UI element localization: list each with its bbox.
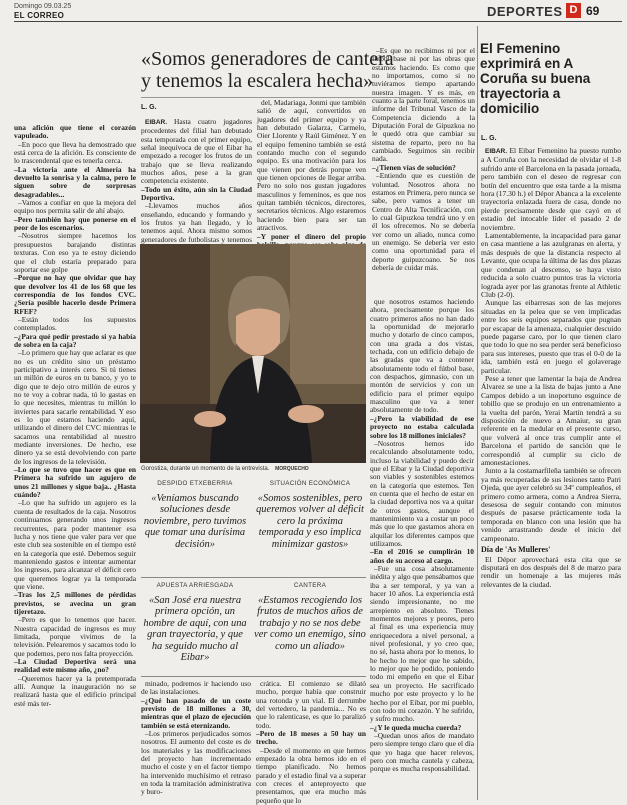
lead-text: Hasta cuatro jugadores procedentes del filial han debutado esta temporada con el primer equipo, señal inequívoca de que el Eibar ha empezado a recoger los frutos de un trabajo que se lleva realizando muchos años, pese a la gran competencia existente. bbox=[141, 117, 252, 186]
quote-box-text: «Estamos recogiendo los frutos de muchos años de trabajo y no se nos debe ver como un enemigo, sino como un aliado» bbox=[254, 595, 366, 652]
quote-box-label: DESPIDO ETXEBERRIA bbox=[157, 480, 233, 487]
answer-paragraph: del, Madariaga, Jonmi que también salió de aquí, convertidos en jugadores del primer equipo y ya han debutado Galarza, Carmelo, Oier Llorente y Raúl Giménez. Y en el equipo femenino también se está contando mucho con el segundo equipo. Es una motivación para los que vienen por detrás porque ven que tienen opciones de llegar arriba. Pero no solo nos gustan jugadores masculinos y femeninos, es que nos quitan también técnicos, directores, secretarios técnicos. Algo estaremos haciendo bien para ser tan atractivos. bbox=[257, 98, 366, 233]
answer-paragraph: –Lo primero que hay que aclarar es que no es un crédito sino un préstamo participativo a interés cero. Si tú tienes un millón de euros en tu banco, y yo te digo que te dejo otro millón de euros y no te voy a cobrar nada, tú lo gastas en lo que necesites, mientras tu millón lo inviertes para sacarle rentabilidad. Y eso es lo que estamos haciendo aquí, utilizando el dinero del CVC mientras le sacamos una rentabilidad al nuestro mediante inversiones. De hecho, ese dinero ya se está devolviendo con parte de los ingresos de la televisión. bbox=[14, 348, 136, 466]
answer-paragraph: –En poco que lleva ha demostrado que está cerca de la afición. Es consciente de lo trascendental que es tenerla cerca. bbox=[14, 139, 136, 166]
dateline-city: EIBAR. bbox=[145, 119, 174, 126]
photo-credit: MORQUECHO bbox=[275, 466, 309, 472]
quote-box-text: «Somos sostenibles, pero queremos volver al déficit cero la próxima temporada y eso implica minimizar gastos» bbox=[256, 493, 364, 550]
answer-paragraph: –Están todos los supuestos contemplados. bbox=[14, 314, 136, 333]
question-paragraph: –Todo un éxito, aún sin la Ciudad Deportiva. bbox=[141, 184, 252, 203]
answer-paragraph: –Queremos hacer ya la pretemporada allí. Aunque la inauguración no se realizará hasta que el edificio principal esté más ter- bbox=[14, 673, 136, 708]
page-number: 69 bbox=[586, 4, 600, 18]
quote-box-1 bbox=[141, 480, 249, 550]
answer-paragraph: –Es que no recibimos ni por el fútbol base ni por las obras que estamos haciendo. Es como que no importamos, como si no tuviéramos tiempo apartando nuestra imagen. Y es más, en cuanto a la parte foral, tenemos un informe del Tribunal Vasco de la Competencia diciendo a la Diputación Foral de Gipuzkoa no le quedó otra que cambiar su sistema de reparto, pero no ha cambiado. Seguimos sin recibir nada. bbox=[372, 46, 475, 164]
sidebar-byline: L. G. bbox=[481, 135, 497, 142]
answer-paragraph: que nosotros estamos haciendo ahora, precisamente porque los cuatro primeros años no han dado la oportunidad de mejorarlo mucho y dotarlo de cinco campos, con una grada a dos vistas, techada, con un edificio debajo de las gradas que va a contener absolutamente todo el fútbol base, con despachos, gimnasio, con un montón de servicios y con un edificio para el primer equipo masculino que va a tener absolutamente de todo. bbox=[370, 297, 474, 415]
quote-box-text: «San José era nuestra primera opción, un hombre de aquí, con una gran trayectoria, y que ha seguido mucho al Eibar» bbox=[143, 595, 247, 664]
quote-box-label: APUESTA ARRIESGADA bbox=[156, 582, 234, 589]
article-column-4 bbox=[372, 47, 475, 272]
answer-paragraph: –Llevamos muchos años enseñando, educando y formando y los frutos ya han llegado, y lo tenemos aquí. Ahora mismo somos generadores de futbolistas y tenemos bbox=[141, 201, 252, 244]
interview-photo bbox=[140, 244, 366, 463]
answer-paragraph: –Vamos a confiar en que la mejora del equipo nos permita salir de ahí abajo. bbox=[14, 198, 136, 216]
question-paragraph: –¿Qué han pasado de un coste previsto de 18 millones a 30, mientras que el plazo de ejecución también se está eternizando. bbox=[141, 695, 251, 730]
sidebar-paragraph: Junto a la costamarfileña también se ofrecen ya más recuperadas de sus lesiones tanto Patri Ojeda, que ayer celebró su 34º cumpleaños, el primero como armera, como a Andrea Sierra, desesosa de seguir contando con minutos después de pasarse prácticamente toda la temporada en blanco con una lesión que ha venido arrastrando desde el inicio del campeonato. bbox=[481, 466, 621, 543]
answer-paragraph: –Pero es que lo tenemos que hacer. Nuestra capacidad de ingresos es muy limitada, porque vivimos de la televisión. Pelearemos y sacamos todo lo que podemos, pero nos falta proyección. bbox=[14, 615, 136, 658]
quote-box-text: «Veníamos buscando soluciones desde noviembre, pero tuvimos que tomar una durísima decisión» bbox=[143, 493, 247, 550]
sidebar-dateline-city: EIBAR. bbox=[485, 148, 510, 155]
question-paragraph: –¿Y le queda mucha cuerda? bbox=[370, 722, 462, 732]
answer-paragraph: –Lo que ha sufrido un agujero es la cuenta de resultados de la caja. Nosotros continuamos generando unos ingresos recurrentes, para poder mantener esa lucha y nos tiene que valer para ver que este club sea sostenible en el tiempo esté en la categoría que esté. Debemos seguir manteniendo gastos e intentar aumentar los ingresos, para alcanzar el déficit cero que queremos lograr ya la temporada que viene. bbox=[14, 498, 136, 591]
section-badge: D bbox=[566, 3, 581, 18]
article-column-1 bbox=[14, 124, 136, 800]
header-rule bbox=[14, 21, 622, 22]
sidebar-paragraph: Aunque las eibarresas son de las mejores situadas en la pelea que se ven implicadas entre los seis equipos separados que pugnan por escapar de la amenaza, cualquier descuido puede pagarse caro, por lo que tienen claro que todo lo que no sea perder será beneficioso para sus intereses, puesto que tras el 0-0 de la ida, también está en juego el golaverage particular. bbox=[481, 298, 621, 375]
question-paragraph: –Porque no hay que olvidar que hay que devolver los 41 de los 68 que les correspondía de los fondos CVC. ¿Sería posible hacerlo desde Primera RFEF? bbox=[14, 273, 136, 316]
headline-line-1: «Somos generadores de cantera bbox=[141, 48, 394, 70]
article-column-3-bottom bbox=[256, 679, 366, 805]
quote-box-4 bbox=[254, 582, 366, 652]
question-paragraph: –La Ciudad Deportiva será una realidad este mismo año, ¿no? bbox=[14, 657, 136, 675]
box-divider bbox=[141, 577, 366, 578]
quote-box-label: CANTERA bbox=[293, 582, 327, 589]
question-paragraph: –Tras los 2,5 millones de pérdidas previstos, se avecina un gran tijeretazo. bbox=[14, 590, 136, 616]
quote-box-label: SITUACIÓN ECONÓMICA bbox=[269, 480, 351, 487]
answer-paragraph: –Quedan unos años de mandato pero siempre tengo claro que el día que yo haga que hacer relevos, pero con mucha cautela y cabeza, porque es mucha responsabilidad. bbox=[370, 730, 474, 774]
answer-paragraph: –Los primeros perjudicados somos nosotros. El aumento del coste es de los materiales y las modificaciones del proyecto han incrementado mucho el coste y en el factor tiempo ha intervenido muchísimo el retraso en toda la tramitación administrativa y buro- bbox=[141, 729, 251, 797]
answer-paragraph: –Desde el momento en que hemos empezado la obra hemos ido en el tiempo planificado. No hemos parado y el estadio final va a superar con creces el anteproyecto que presentamos, que era mucho más pequeño que lo bbox=[256, 745, 366, 805]
question-paragraph: –¿Tienen vías de solución? bbox=[372, 162, 456, 172]
question-paragraph: –La victoria ante el Almería ha devuelto la sonrisa y la calma, pero le siguen sobre de sorpresas desagradables... bbox=[14, 164, 136, 199]
sidebar-subhead: Día de 'As Mulleres' bbox=[481, 545, 551, 555]
answer-paragraph: minado, podremos ir haciendo uso de las instalaciones. bbox=[141, 679, 251, 697]
quote-box-2 bbox=[254, 480, 366, 550]
answer-paragraph bbox=[141, 118, 252, 186]
question-paragraph: –En el 2016 se cumplirán 10 años de su acceso al cargo. bbox=[370, 547, 474, 565]
photo-caption-block bbox=[141, 466, 365, 472]
article-column-2-bottom bbox=[141, 680, 251, 798]
sidebar-lead-text: El Eibar Femenino ha puesto rumbo a A Coruña con la necesidad de olvidar el 1-8 sufrido ante el Barcelona en la pasada jornada, pero también con el deseo de regresar con botín del encuentro que esta tarde a la misma hora (17.30 h.) el Dépor Abanca a la excelente trayectoria enlazada fuera de casa, donde no pierde precisamente desde que cayó en el estadio del intocable líder el pasado 2 de noviembre. bbox=[481, 146, 621, 232]
section-title: DEPORTES bbox=[487, 4, 563, 19]
article-column-2 bbox=[141, 118, 252, 242]
article-column-5 bbox=[370, 298, 474, 798]
answer-paragraph: –Nosotros siempre hacemos los presupuestos barajando distintas texturas. Con eso ya te estoy diciendo que el club estaría preparado para soportar ese golpe bbox=[14, 231, 136, 274]
article-byline: L. G. bbox=[141, 104, 157, 111]
sidebar-column bbox=[481, 147, 621, 799]
answer-paragraph: –Fue una cosa absolutamente inédita y algo que pensábamos que iba a ser temporal, y ya van a hacer 10 años. La experiencia está siendo impresionante, no me arrepiento en absoluto. Tienes momentos mejores y peores, pero al final es una experiencia muy enriquecedora a nivel personal, a nivel profesional, y yo creo que, no sé, hasta ahora por lo menos, lo he hecho lo mejor que he sabido, lo mejor que he podido, poniendo todo mi empeño en que el Eibar sea un proyecto. He sacrificado mucho por este proyecto y lo he hecho por el Eibar, por mi pueblo, con todo mi corazón. Y he sufrido, y sufro mucho. bbox=[370, 564, 474, 724]
sidebar-paragraph bbox=[481, 147, 621, 232]
photo-illustration bbox=[140, 244, 366, 463]
question-paragraph: –¿Para qué pedir prestado si ya había de sobra en la caja? bbox=[14, 331, 136, 349]
headline-line-2: y tenemos la escalera hecha» bbox=[141, 70, 374, 92]
answer-paragraph: –Entiendo que es cuestión de voluntad. Nosotros ahora no estamos en Primera, pero nunca se sabe, pero vamos a tener un Centro de Alta Tecnificación, con lo cual Gipuzkoa tendrá uno y en él los ofrecemos. No se debería ver como un aliado, nunca como un enemigo. Se debería ver esto como una oportunidad para el deporte guipuzcoano. Se nos debería de cuidar más. bbox=[372, 171, 475, 272]
answer-paragraph: –Nosotros hemos ido recalculando absolutamente todo, incluso la viabilidad y puedo decir que el Eibar y la Ciudad deportiva son viables y sostenibles estemos en la categoría que estemos. Ten en cuenta que el hecho de estar en la ciudad deportiva nos va a quitar de otros gastos, aunque el mantenimiento va a costar un poco más que lo que gastamos ahora en alquilar los diferentes campos que utilizamos. bbox=[370, 438, 474, 548]
sidebar-divider bbox=[477, 26, 478, 800]
sidebar-paragraph: El Dépor aprovechará esta cita que se disputará en dos después del 8 de marzo para rendir un homenaje a las mujeres más relevantes de la ciudad. bbox=[481, 554, 621, 589]
question-paragraph: –Lo que se tuvo que hacer es que en Primera ha sufrido un agujero de unos 21 millones y sigue baja.. ¿Hasta cuándo? bbox=[14, 465, 136, 500]
newspaper-name: EL CORREO bbox=[14, 11, 65, 20]
sidebar-paragraph: Lamentablemente, la incapacidad para ganar en casa mantiene a las azulgranas en alerta, y más después de que la distancia respecto al Levante, que ocupa la última de las dos plazas que condenan al descenso, se haya visto reducida a solo cuatro puntos tras la victoria lograda ayer por las granotas frente al Athletic Club (2-0). bbox=[481, 231, 621, 299]
question-paragraph: –Pero de 18 meses a 50 hay un trecho. bbox=[256, 729, 366, 747]
date-line: Domingo 09.03.25 bbox=[14, 3, 72, 10]
sidebar-paragraph: Pese a tener que lamentar la baja de Andrea Álvarez se une a la lista de bajas junto a Ane Campos debido a un inoportuno esguince de tobillo que se produjo en un entrenamiento a la vuelta del parón, Yerai Martín tendrá a su disposición de nuevo a Amaiur, su gran referente en la medular en el presente curso, que volverá al once tras cumplir ante el Barcelona el partido de sanción que le correspondió al cumplir su ciclo de amonestaciones. bbox=[481, 373, 621, 468]
photo-caption: Gorostiza, durante un momento de la entrevista. bbox=[141, 466, 270, 472]
answer-paragraph: crática. El comienzo se dilató mucho, porque había que construir una rotonda y un vial. El derrumbe del vertedero, la pandemia... No es que lo ralenticase, es que lo paralizó todo. bbox=[256, 679, 366, 730]
quote-box-3 bbox=[141, 582, 249, 663]
question-paragraph: una afición que tiene el corazón vapuleado. bbox=[14, 123, 136, 141]
question-paragraph: –Y poner el dinero del propio bbox=[257, 231, 366, 241]
question-paragraph: –Pero también hay que ponerse en el peor de los escenarios. bbox=[14, 214, 136, 233]
box-divider-bottom bbox=[141, 676, 366, 677]
sidebar-headline: El Femenino exprimirá en A Coruña su buena trayectoria a domicilio bbox=[480, 41, 591, 116]
question-paragraph: –¿Pero la viabilidad de ese proyecto no estaba calculada sobre los 18 millones iniciales? bbox=[370, 413, 474, 440]
article-column-3 bbox=[257, 99, 366, 242]
